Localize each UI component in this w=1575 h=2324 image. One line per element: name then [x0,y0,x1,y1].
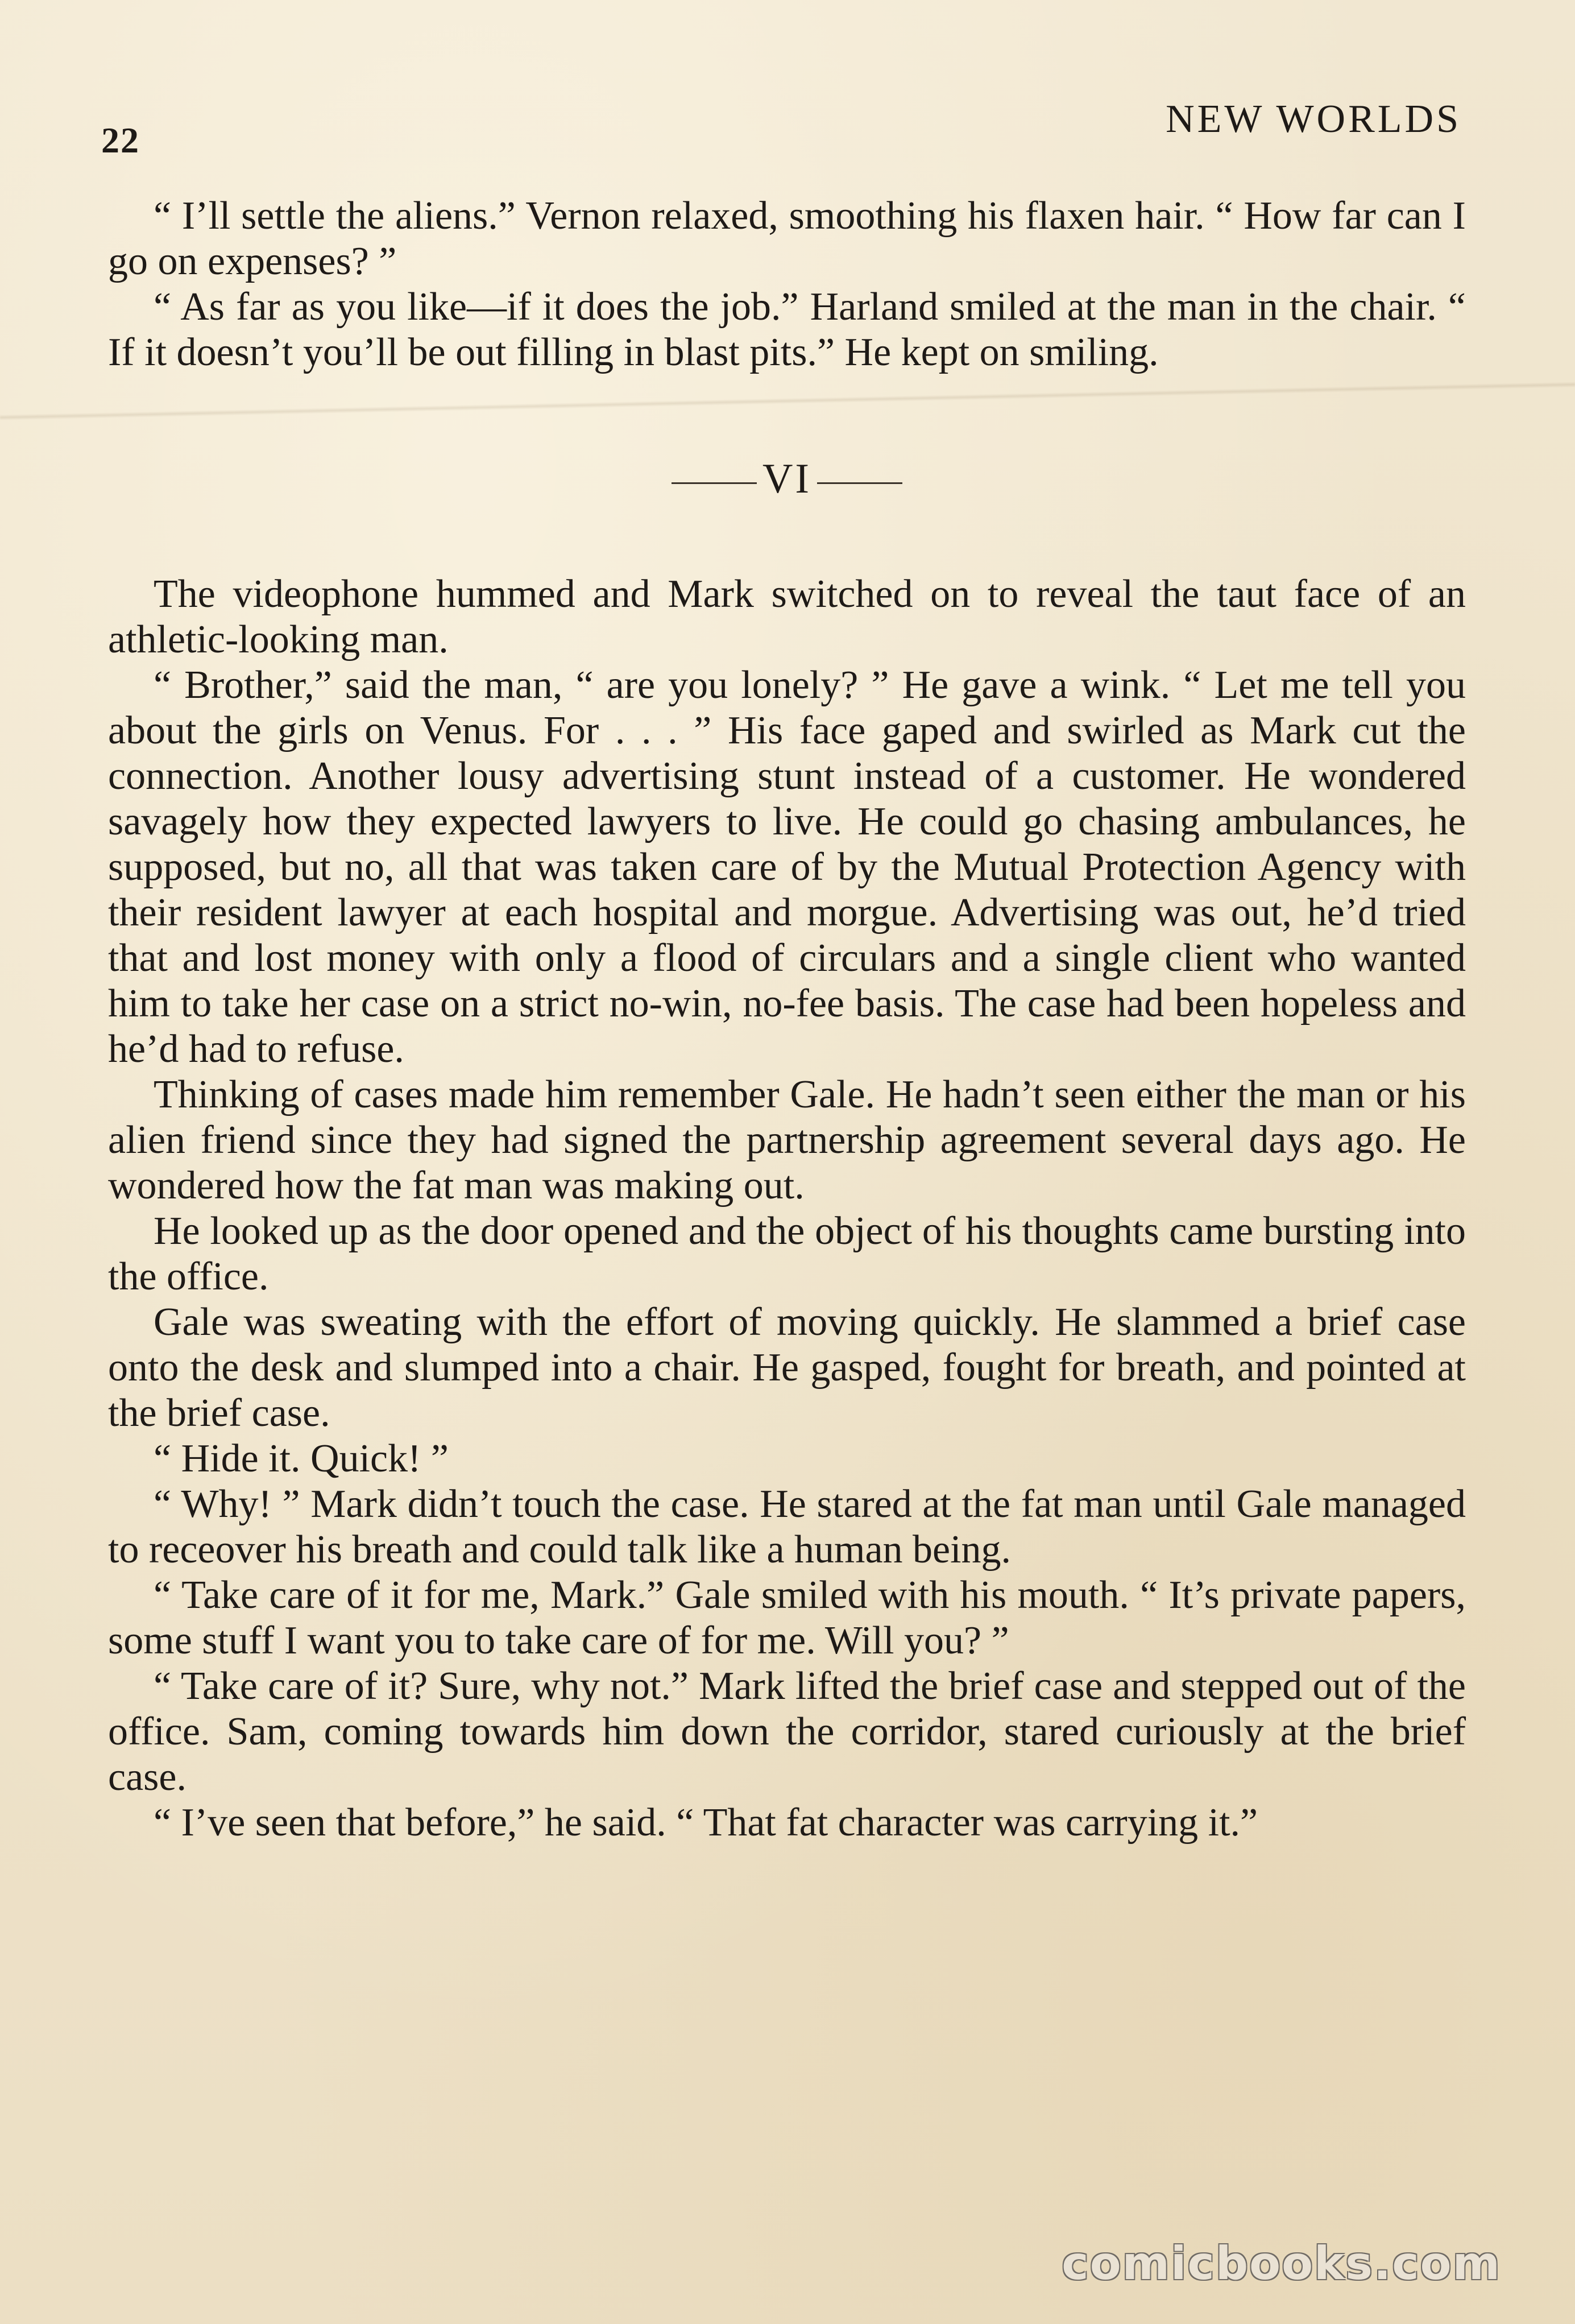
paragraph: “ I’ve seen that before,” he said. “ That fat character was carrying it.” [154,1801,1258,1845]
paragraph: The videophone hummed and Mark switched on to reveal the taut face of an athletic-looking man. [108,572,1466,661]
site-watermark: comicbooks.com [1062,2237,1501,2290]
paragraph: “ Why! ” Mark didn’t touch the case. He stared at the fat man until Gale managed to receover his breath and could talk like a human being. [108,1482,1466,1572]
paragraph: Thinking of cases made him remember Gale. He hadn’t seen either the man or his alien friend since they had signed the partnership agreement several days ago. He wondered how the fat man was making out. [108,1073,1466,1208]
running-head: NEW WORLDS [1166,97,1461,141]
paragraph: “ Brother,” said the man, “ are you lonely? ” He gave a wink. “ Let me tell you about the girls on Venus. For . . . ” His face gaped and swirled as Mark cut the connection. Another lousy advertising stunt instead of a customer. He wondered savagely how they expected lawyers to live. He could go chasing ambulances, he supposed, but no, all that was taken care of by the Mutual Protection Agency with their resident lawyer at each hospital and morgue. Advertising was out, he’d tried that and lost money with only a flood of circulars and a single client who wanted him to take her case on a strict no-win, no-fee basis. The case had been hopeless and he’d had to refuse. [108,663,1466,1071]
paragraph: “ Take care of it for me, Mark.” Gale smiled with his mouth. “ It’s private papers, some stuff I want you to take care of for me. Will you? ” [108,1573,1466,1663]
paragraph: “ Hide it. Quick! ” [154,1437,449,1481]
paragraph: “ As far as you like—if it does the job.” Harland smiled at the man in the chair. “ If it doesn’t you’ll be out filling in blast pits.” He kept on smiling. [108,285,1466,374]
chapter-heading [108,455,1466,503]
heading-rule-left [672,482,757,484]
heading-rule-right [817,482,902,484]
paragraph: He looked up as the door opened and the object of his thoughts came bursting into the office. [108,1209,1466,1299]
paragraph: “ I’ll settle the aliens.” Vernon relaxed, smoothing his flaxen hair. “ How far can I go on expenses? ” [108,194,1466,283]
chapter-number: VI [762,456,812,502]
paragraph: “ Take care of it? Sure, why not.” Mark lifted the brief case and stepped out of the office. Sam, coming towards him down the corridor, stared curiously at the brief case. [108,1664,1466,1799]
paragraph: Gale was sweating with the effort of moving quickly. He slammed a brief case onto the desk and slumped into a chair. He gasped, fought for breath, and pointed at the brief case. [108,1300,1466,1435]
body-text [108,193,1466,1846]
page-number: 22 [101,120,140,160]
